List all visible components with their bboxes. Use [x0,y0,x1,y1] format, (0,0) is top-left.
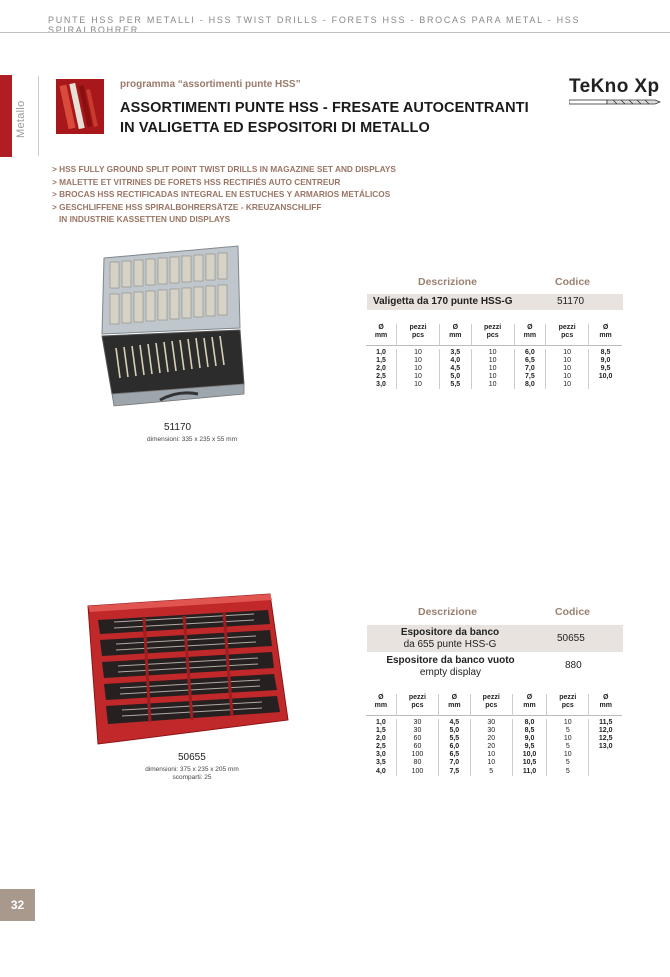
col-diam: Ø mm [514,324,546,346]
header-divider [0,32,670,33]
bullet-de: > GESCHLIFFENE HSS SPIRALBOHRERSÄTZE - KREUZANSCHLIFF [52,201,322,212]
bullet-fr: > MALETTE ET VITRINES DE FORETS HSS RECTIFIÉS AUTO CENTREUR [52,176,341,187]
col-diam: Ø mm [512,694,546,716]
side-divider [38,76,39,156]
descrizione-header: Descrizione [418,606,477,618]
compartments-count: scomparti: 25 [172,774,212,781]
table-row: 1,0 30 4,5 30 8,0 10 11,5 [366,719,622,727]
col-diam: Ø mm [374,694,388,709]
table-row: 3,5 80 7,0 10 10,5 5 [366,759,622,767]
descrizione-header: Descrizione [418,276,477,288]
table-row: 3,0 10 5,5 10 8,0 10 [366,381,622,389]
col-pcs: pezzi pcs [547,694,589,716]
bullet-es: > BROCAS HSS RECTIFICADAS INTEGRAL EN ESTUCHES Y ARMARIOS METÁLICOS [52,189,391,200]
col-pcs: pezzi pcs [546,324,589,346]
product-code-50655: 50655 [178,752,206,763]
product-row-label: Espositore da banco vuoto empty display [386,655,515,678]
page-number: 32 [0,889,35,921]
col-diam: Ø mm [439,694,470,716]
table-row: 4,0 100 7,5 5 11,0 5 [366,768,622,776]
product-row-label: Valigetta da 170 punte HSS-G [373,296,513,307]
table-row: 2,5 60 6,0 20 9,5 5 13,0 [366,743,622,751]
col-diam: Ø mm [589,324,622,346]
product-row-label: Espositore da banco da 655 punte HSS-G [400,627,500,650]
col-pcs: pezzi pcs [396,694,438,716]
product-row-code: 880 [565,660,582,671]
product-row-code: 50655 [557,633,585,644]
section-thumbnail-image [56,79,104,134]
section-tab-label: Metallo [15,100,27,138]
product-dimensions-50655: dimensioni: 375 x 235 x 205 mm scomparti: 25 [122,766,262,782]
table-row: 2,5 10 5,0 10 7,5 10 10,0 [366,373,622,381]
col-diam: Ø mm [589,694,622,716]
col-pcs: pezzi pcs [471,324,514,346]
codice-header: Codice [555,276,591,288]
title-line-1: ASSORTIMENTI PUNTE HSS - FRESATE AUTOCENTRANTI [120,100,529,116]
table-row: 1,5 30 5,0 30 8,5 5 12,0 [366,727,622,735]
running-header [0,0,670,35]
table-row: 2,0 60 5,5 20 9,0 10 12,5 [366,735,622,743]
product-code-51170: 51170 [164,422,192,433]
counter-display-image [84,592,290,748]
table-row: 1,0 10 3,5 10 6,0 10 8,5 [366,349,622,357]
brand-logo: TeKno Xp [569,76,660,97]
table-row: 2,0 10 4,5 10 7,0 10 9,5 [366,365,622,373]
multilingual-description [52,163,396,226]
product-dimensions-51170: dimensioni: 335 x 235 x 55 mm [147,436,237,443]
size-table-50655 [366,694,622,776]
page-title [120,98,529,138]
col-pcs: pezzi pcs [397,324,440,346]
col-pcs: pezzi pcs [470,694,512,716]
col-diam: Ø mm [439,324,471,346]
metal-case-image [98,244,246,416]
bullet-en: > HSS FULLY GROUND SPLIT POINT TWIST DRILLS IN MAGAZINE SET AND DISPLAYS [52,164,396,174]
drill-bit-icon [569,98,661,106]
title-line-2: IN VALIGETTA ED ESPOSITORI DI METALLO [120,120,430,136]
table-row: 1,5 10 4,0 10 6,5 10 9,0 [366,357,622,365]
codice-header: Codice [555,606,591,618]
section-subtitle: programma “assortimenti punte HSS” [120,79,301,90]
product-row-code: 51170 [557,296,585,307]
table-row: 3,0 100 6,5 10 10,0 10 [366,751,622,759]
col-diam: Ø mm [374,324,388,339]
size-table-51170 [366,324,622,389]
bullet-de-cont: IN INDUSTRIE KASSETTEN UND DISPLAYS [59,214,231,225]
running-title: PUNTE HSS PER METALLI - HSS TWIST DRILLS - FORETS HSS - BROCAS PARA METAL - HSS SPIRALBOHRER [48,15,581,35]
section-tab-marker [0,75,12,157]
